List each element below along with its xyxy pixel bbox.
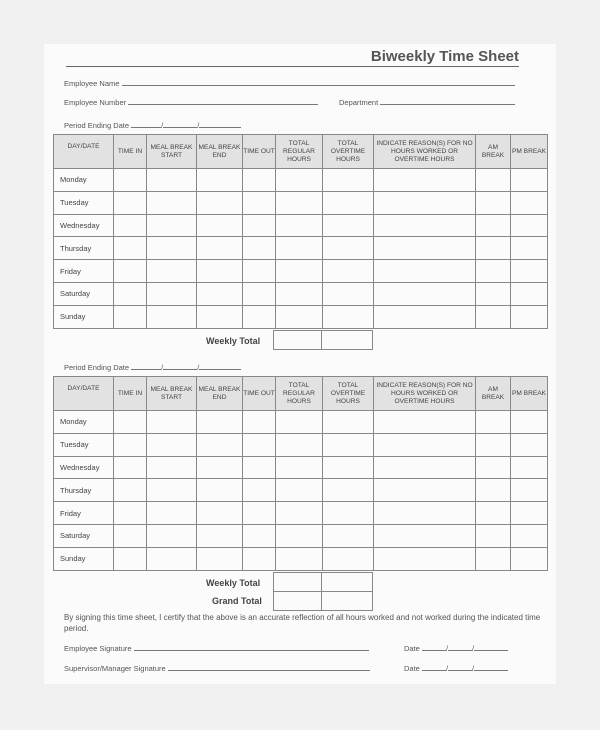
- entry-cell[interactable]: [374, 547, 476, 570]
- date-separator: /: [445, 664, 449, 673]
- entry-cell[interactable]: [276, 169, 323, 192]
- entry-cell[interactable]: [476, 456, 511, 479]
- entry-cell[interactable]: [197, 237, 243, 260]
- column-header: TIME OUT: [243, 377, 276, 411]
- entry-cell[interactable]: [323, 524, 374, 547]
- entry-cell[interactable]: [511, 502, 548, 525]
- entry-cell[interactable]: [114, 433, 147, 456]
- day-cell: Wednesday: [54, 214, 114, 237]
- entry-cell[interactable]: [243, 456, 276, 479]
- table-row: [54, 479, 548, 502]
- entry-cell[interactable]: [476, 282, 511, 305]
- date-separator: /: [161, 363, 164, 372]
- entry-cell[interactable]: [243, 237, 276, 260]
- date-month-field[interactable]: [422, 642, 449, 653]
- date-separator: /: [472, 644, 475, 653]
- entry-cell[interactable]: [243, 214, 276, 237]
- column-header: TIME IN: [114, 377, 147, 411]
- date-day-field[interactable]: [445, 642, 475, 653]
- table-row: [54, 237, 548, 260]
- day-cell: Sunday: [54, 305, 114, 328]
- entry-cell[interactable]: [114, 479, 147, 502]
- entry-cell[interactable]: [276, 502, 323, 525]
- entry-cell[interactable]: [243, 282, 276, 305]
- entry-cell[interactable]: [476, 411, 511, 434]
- weekly-total-regular-box-2[interactable]: [273, 572, 322, 592]
- entry-cell[interactable]: [114, 237, 147, 260]
- entry-cell[interactable]: [374, 282, 476, 305]
- entry-cell[interactable]: [276, 524, 323, 547]
- column-header: INDICATE REASON(S) FOR NO HOURS WORKED OR OVERTIME HOURS: [374, 135, 476, 169]
- entry-cell[interactable]: [476, 305, 511, 328]
- table-row: [54, 456, 548, 479]
- entry-cell[interactable]: [114, 456, 147, 479]
- entry-cell[interactable]: [511, 411, 548, 434]
- entry-cell[interactable]: [476, 479, 511, 502]
- supervisor-signature-label: Supervisor/Manager Signature: [64, 664, 166, 673]
- employee-number-label: Employee Number: [64, 98, 127, 107]
- day-cell: Sunday: [54, 547, 114, 570]
- entry-cell[interactable]: [374, 305, 476, 328]
- entry-cell[interactable]: [476, 524, 511, 547]
- day-cell: Thursday: [54, 479, 114, 502]
- column-header: MEAL BREAK START: [147, 377, 197, 411]
- entry-cell[interactable]: [114, 524, 147, 547]
- employee-signature-label: Employee Signature: [64, 644, 132, 653]
- date-separator: /: [472, 664, 475, 673]
- grand-total-overtime-box[interactable]: [321, 591, 373, 611]
- period-year-field[interactable]: [199, 361, 241, 370]
- entry-cell[interactable]: [114, 305, 147, 328]
- entry-cell[interactable]: [276, 456, 323, 479]
- entry-cell[interactable]: [243, 524, 276, 547]
- entry-cell[interactable]: [243, 260, 276, 283]
- entry-cell[interactable]: [197, 282, 243, 305]
- date-label: Date: [404, 644, 420, 653]
- table-header-row: [54, 135, 548, 169]
- weekly-total-overtime-box[interactable]: [321, 330, 373, 350]
- entry-cell[interactable]: [243, 191, 276, 214]
- entry-cell[interactable]: [323, 260, 374, 283]
- day-cell: Monday: [54, 411, 114, 434]
- entry-cell[interactable]: [197, 305, 243, 328]
- entry-cell[interactable]: [243, 305, 276, 328]
- column-header: DAY/DATE: [54, 377, 114, 411]
- entry-cell[interactable]: [114, 502, 147, 525]
- entry-cell[interactable]: [323, 214, 374, 237]
- entry-cell[interactable]: [476, 260, 511, 283]
- day-cell: Friday: [54, 260, 114, 283]
- entry-cell[interactable]: [147, 191, 197, 214]
- period-ending-label: Period Ending Date: [64, 121, 130, 130]
- entry-cell[interactable]: [511, 547, 548, 570]
- day-cell: Friday: [54, 502, 114, 525]
- entry-cell[interactable]: [511, 260, 548, 283]
- column-header: MEAL BREAK END: [197, 135, 243, 169]
- entry-cell[interactable]: [114, 169, 147, 192]
- entry-cell[interactable]: [511, 214, 548, 237]
- department-label: Department: [339, 98, 379, 107]
- date-separator: /: [197, 363, 200, 372]
- period-ending-row-1: [64, 119, 241, 130]
- entry-cell[interactable]: [197, 502, 243, 525]
- entry-cell[interactable]: [374, 214, 476, 237]
- entry-cell[interactable]: [374, 260, 476, 283]
- table-row: [54, 433, 548, 456]
- entry-cell[interactable]: [476, 502, 511, 525]
- entry-cell[interactable]: [323, 169, 374, 192]
- entry-cell[interactable]: [374, 411, 476, 434]
- column-header: TOTAL REGULAR HOURS: [276, 377, 323, 411]
- entry-cell[interactable]: [147, 502, 197, 525]
- entry-cell[interactable]: [276, 547, 323, 570]
- table-row: [54, 191, 548, 214]
- entry-cell[interactable]: [114, 547, 147, 570]
- entry-cell[interactable]: [276, 214, 323, 237]
- entry-cell[interactable]: [243, 547, 276, 570]
- period-year-field[interactable]: [199, 119, 241, 128]
- entry-cell[interactable]: [114, 191, 147, 214]
- entry-cell[interactable]: [476, 214, 511, 237]
- employee-number-row: [64, 96, 318, 107]
- entry-cell[interactable]: [374, 433, 476, 456]
- period-month-field[interactable]: [131, 361, 164, 372]
- entry-cell[interactable]: [511, 433, 548, 456]
- date-label: Date: [404, 664, 420, 673]
- date-month-field[interactable]: [422, 662, 449, 673]
- date-day-field[interactable]: [445, 662, 475, 673]
- entry-cell[interactable]: [276, 411, 323, 434]
- entry-cell[interactable]: [511, 191, 548, 214]
- entry-cell[interactable]: [197, 456, 243, 479]
- table-row: [54, 411, 548, 434]
- date-year-field[interactable]: [474, 642, 508, 651]
- entry-cell[interactable]: [147, 456, 197, 479]
- entry-cell[interactable]: [147, 411, 197, 434]
- entry-cell[interactable]: [323, 502, 374, 525]
- entry-cell[interactable]: [197, 169, 243, 192]
- certification-text: By signing this time sheet, I certify that the above is an accurate reflection of all hours worked and not worked during the indicated time period.: [64, 613, 541, 633]
- day-cell: Tuesday: [54, 191, 114, 214]
- entry-cell[interactable]: [511, 237, 548, 260]
- entry-cell[interactable]: [476, 547, 511, 570]
- entry-cell[interactable]: [197, 547, 243, 570]
- employee-name-field[interactable]: [122, 77, 515, 86]
- date-separator: /: [161, 121, 164, 130]
- entry-cell[interactable]: [114, 282, 147, 305]
- day-cell: Thursday: [54, 237, 114, 260]
- entry-cell[interactable]: [147, 305, 197, 328]
- entry-cell[interactable]: [276, 191, 323, 214]
- table-header-row: [54, 377, 548, 411]
- grand-total-label: Grand Total: [212, 596, 262, 606]
- grand-total-regular-box[interactable]: [273, 591, 322, 611]
- entry-cell[interactable]: [147, 169, 197, 192]
- entry-cell[interactable]: [511, 282, 548, 305]
- column-header: AM BREAK: [476, 135, 511, 169]
- entry-cell[interactable]: [147, 214, 197, 237]
- entry-cell[interactable]: [276, 260, 323, 283]
- entry-cell[interactable]: [511, 456, 548, 479]
- entry-cell[interactable]: [374, 479, 476, 502]
- entry-cell[interactable]: [323, 237, 374, 260]
- column-header: TOTAL REGULAR HOURS: [276, 135, 323, 169]
- entry-cell[interactable]: [476, 191, 511, 214]
- entry-cell[interactable]: [374, 169, 476, 192]
- entry-cell[interactable]: [374, 502, 476, 525]
- page-title: Biweekly Time Sheet: [370, 48, 519, 65]
- supervisor-signature-field[interactable]: [168, 662, 370, 671]
- table-row: [54, 169, 548, 192]
- weekly-total-overtime-box-2[interactable]: [321, 572, 373, 592]
- entry-cell[interactable]: [476, 237, 511, 260]
- week-1-table: [53, 134, 548, 329]
- entry-cell[interactable]: [243, 433, 276, 456]
- entry-cell[interactable]: [114, 214, 147, 237]
- entry-cell[interactable]: [323, 456, 374, 479]
- column-header: DAY/DATE: [54, 135, 114, 169]
- date-separator: /: [445, 644, 449, 653]
- entry-cell[interactable]: [511, 305, 548, 328]
- table-row: [54, 524, 548, 547]
- title-rule: [66, 66, 519, 67]
- entry-cell[interactable]: [243, 169, 276, 192]
- entry-cell[interactable]: [323, 411, 374, 434]
- employee-signature-field[interactable]: [134, 642, 369, 651]
- weekly-total-regular-box[interactable]: [273, 330, 322, 350]
- period-ending-label: Period Ending Date: [64, 363, 130, 372]
- entry-cell[interactable]: [323, 479, 374, 502]
- table-row: [54, 214, 548, 237]
- column-header: MEAL BREAK START: [147, 135, 197, 169]
- day-cell: Monday: [54, 169, 114, 192]
- entry-cell[interactable]: [276, 305, 323, 328]
- entry-cell[interactable]: [374, 456, 476, 479]
- period-day-field[interactable]: [163, 361, 200, 372]
- day-cell: Wednesday: [54, 456, 114, 479]
- entry-cell[interactable]: [197, 260, 243, 283]
- entry-cell[interactable]: [323, 191, 374, 214]
- entry-cell[interactable]: [243, 502, 276, 525]
- entry-cell[interactable]: [511, 169, 548, 192]
- entry-cell[interactable]: [147, 433, 197, 456]
- entry-cell[interactable]: [323, 547, 374, 570]
- entry-cell[interactable]: [147, 237, 197, 260]
- period-month-field[interactable]: [131, 119, 164, 130]
- supervisor-signature-row: [64, 662, 370, 673]
- entry-cell[interactable]: [197, 214, 243, 237]
- timesheet-page: [44, 44, 556, 684]
- column-header: TOTAL OVERTIME HOURS: [323, 135, 374, 169]
- table-row: [54, 502, 548, 525]
- entry-cell[interactable]: [276, 433, 323, 456]
- table-row: [54, 547, 548, 570]
- table-row: [54, 305, 548, 328]
- column-header: AM BREAK: [476, 377, 511, 411]
- entry-cell[interactable]: [276, 237, 323, 260]
- entry-cell[interactable]: [476, 433, 511, 456]
- entry-cell[interactable]: [147, 524, 197, 547]
- employee-signature-row: [64, 642, 369, 653]
- department-row: [339, 96, 515, 107]
- column-header: TIME OUT: [243, 135, 276, 169]
- weekly-total-label: Weekly Total: [206, 336, 261, 346]
- entry-cell[interactable]: [114, 260, 147, 283]
- entry-cell[interactable]: [276, 479, 323, 502]
- column-header: PM BREAK: [511, 135, 548, 169]
- entry-cell[interactable]: [323, 433, 374, 456]
- column-header: INDICATE REASON(S) FOR NO HOURS WORKED OR OVERTIME HOURS: [374, 377, 476, 411]
- entry-cell[interactable]: [374, 237, 476, 260]
- entry-cell[interactable]: [323, 305, 374, 328]
- day-cell: Tuesday: [54, 433, 114, 456]
- entry-cell[interactable]: [197, 191, 243, 214]
- column-header: MEAL BREAK END: [197, 377, 243, 411]
- entry-cell[interactable]: [197, 411, 243, 434]
- employee-date-row: [404, 642, 508, 653]
- entry-cell[interactable]: [147, 282, 197, 305]
- entry-cell[interactable]: [476, 169, 511, 192]
- department-field[interactable]: [380, 96, 515, 105]
- entry-cell[interactable]: [511, 524, 548, 547]
- entry-cell[interactable]: [197, 524, 243, 547]
- entry-cell[interactable]: [114, 411, 147, 434]
- week-2-table: [53, 376, 548, 571]
- entry-cell[interactable]: [374, 524, 476, 547]
- employee-number-field[interactable]: [128, 96, 318, 105]
- entry-cell[interactable]: [323, 282, 374, 305]
- entry-cell[interactable]: [197, 479, 243, 502]
- entry-cell[interactable]: [243, 479, 276, 502]
- entry-cell[interactable]: [147, 479, 197, 502]
- entry-cell[interactable]: [511, 479, 548, 502]
- date-separator: /: [197, 121, 200, 130]
- table-row: [54, 282, 548, 305]
- column-header: TIME IN: [114, 135, 147, 169]
- period-day-field[interactable]: [163, 119, 200, 130]
- weekly-total-label-2: Weekly Total: [206, 578, 261, 588]
- period-ending-row-2: [64, 361, 241, 372]
- entry-cell[interactable]: [147, 547, 197, 570]
- entry-cell[interactable]: [243, 411, 276, 434]
- column-header: PM BREAK: [511, 377, 548, 411]
- day-cell: Saturday: [54, 282, 114, 305]
- entry-cell[interactable]: [197, 433, 243, 456]
- day-cell: Saturday: [54, 524, 114, 547]
- employee-name-label: Employee Name: [64, 79, 120, 88]
- date-year-field[interactable]: [474, 662, 508, 671]
- entry-cell[interactable]: [374, 191, 476, 214]
- entry-cell[interactable]: [276, 282, 323, 305]
- table-row: [54, 260, 548, 283]
- entry-cell[interactable]: [147, 260, 197, 283]
- employee-name-row: [64, 77, 515, 88]
- column-header: TOTAL OVERTIME HOURS: [323, 377, 374, 411]
- supervisor-date-row: [404, 662, 508, 673]
